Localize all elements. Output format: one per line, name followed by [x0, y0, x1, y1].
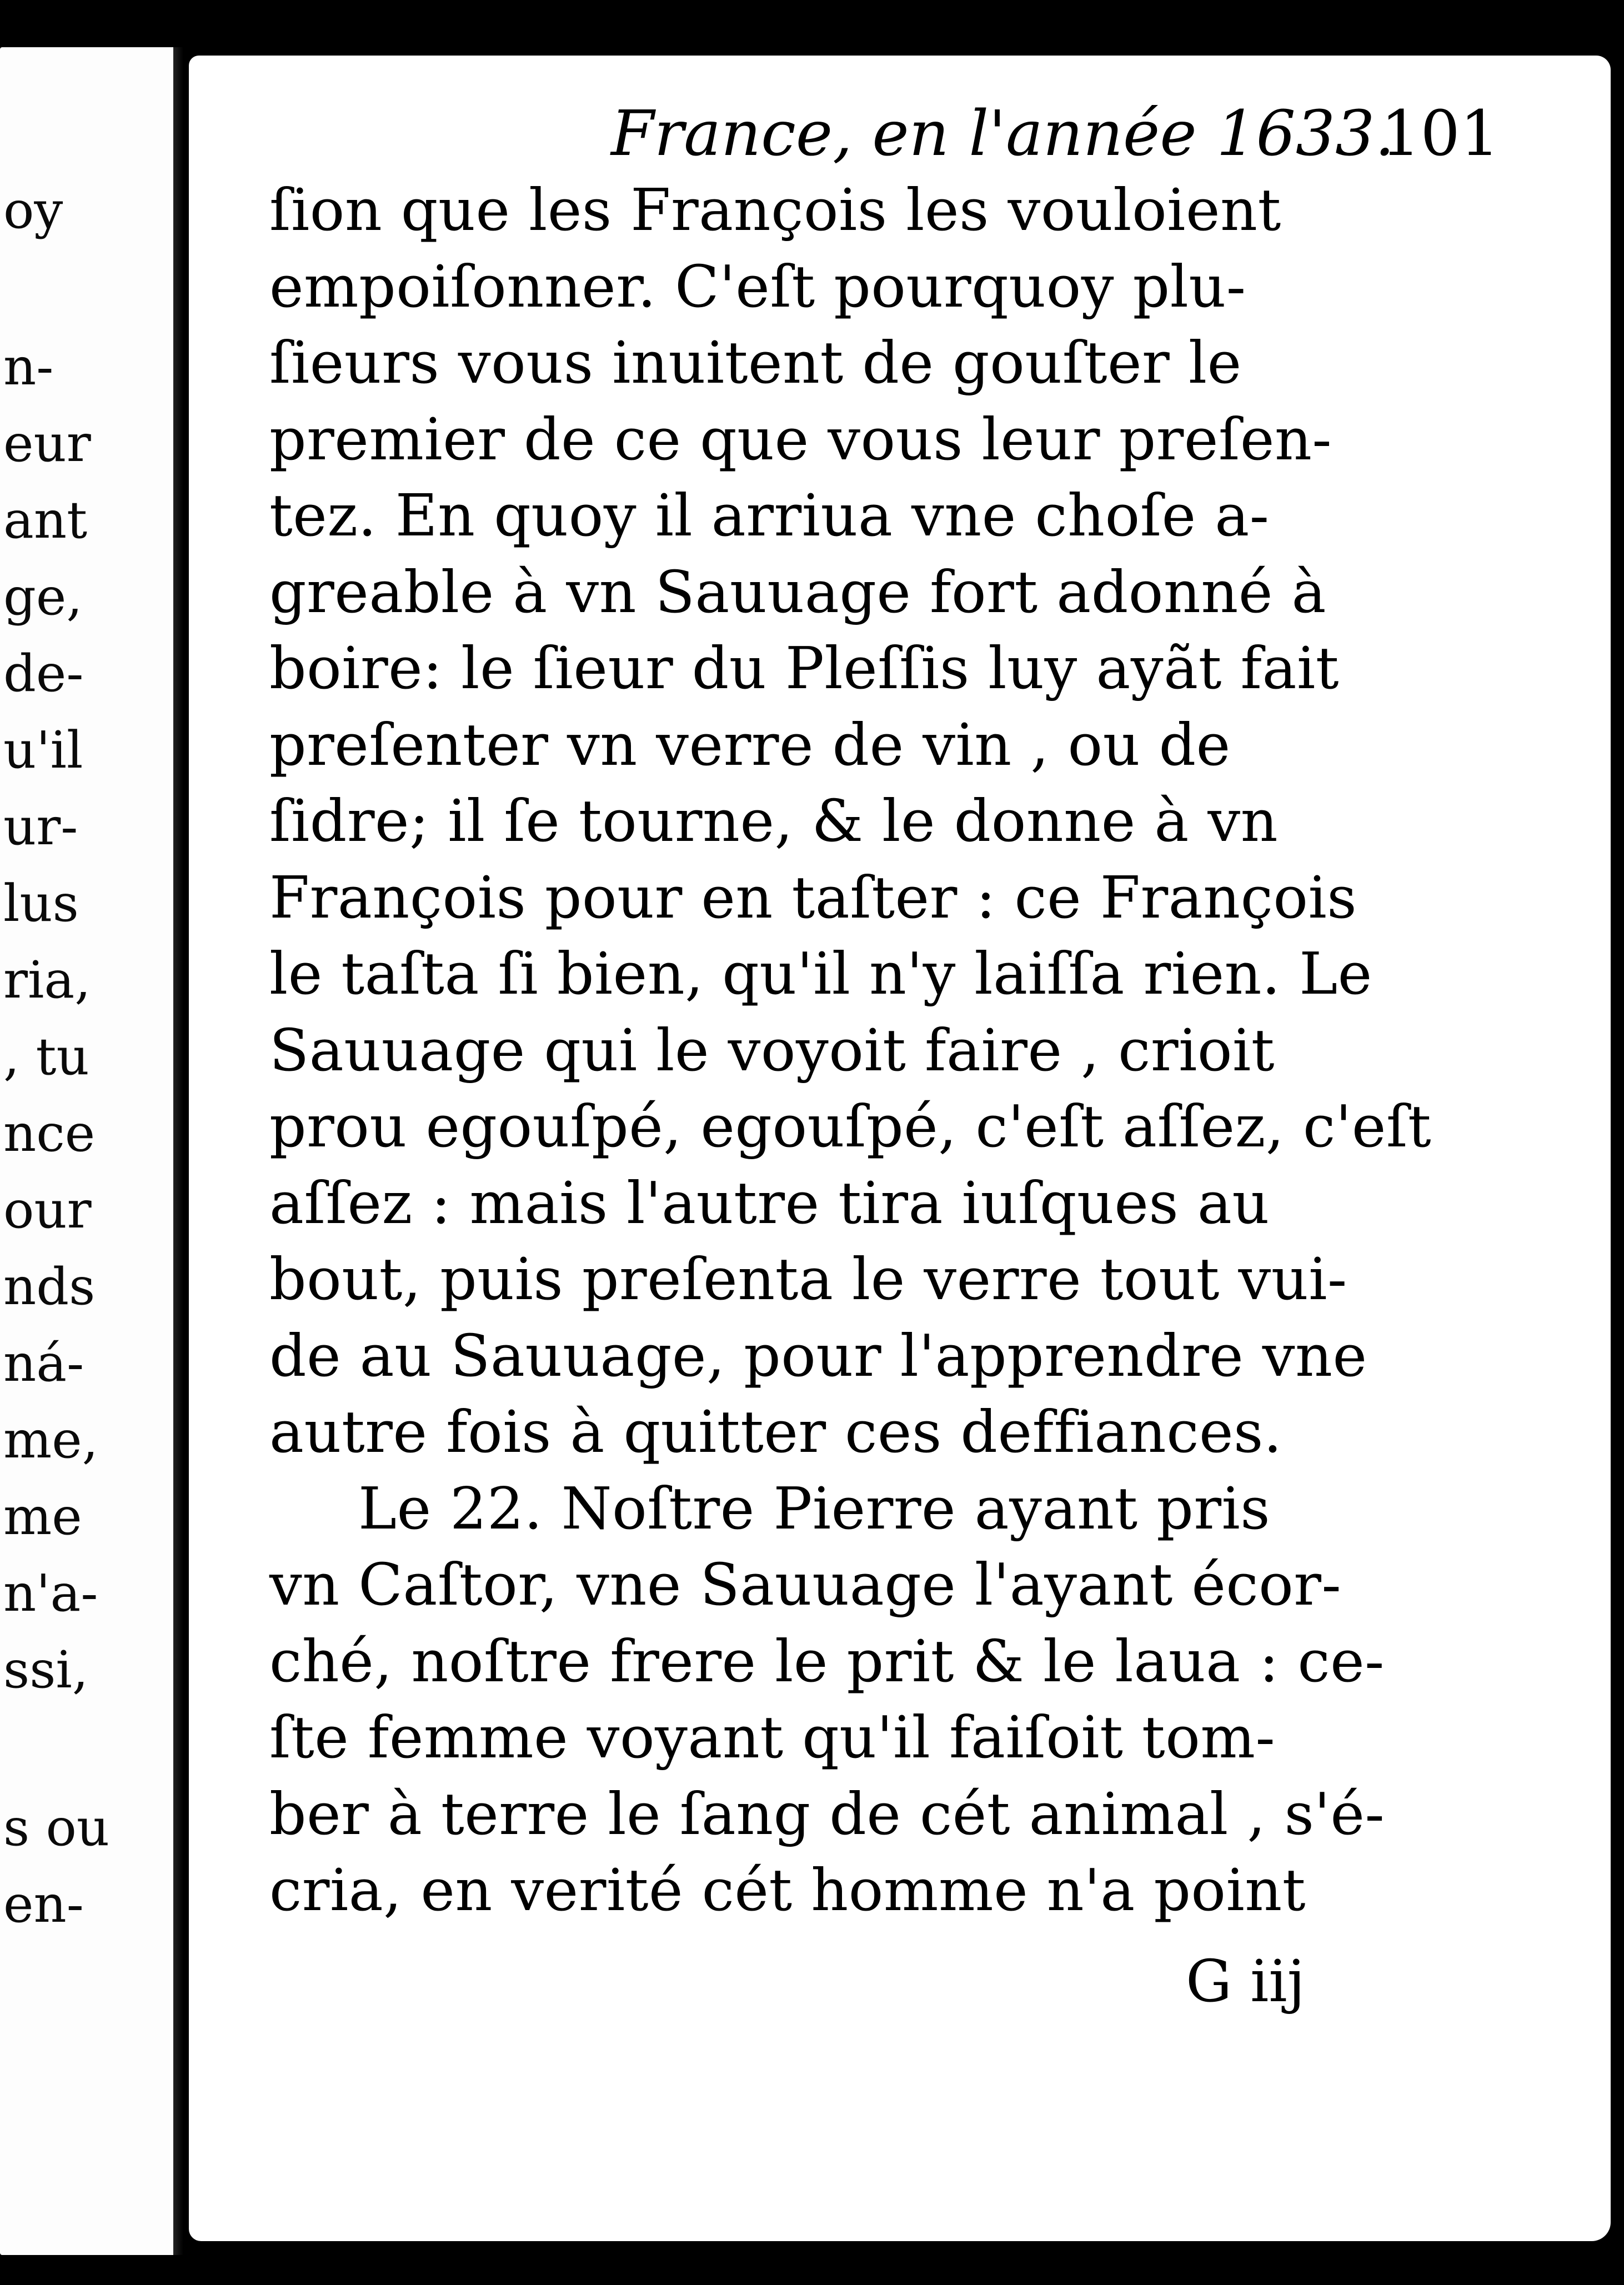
margin-fragment: s ou: [3, 1798, 110, 1857]
text-line: preſenter vn verre de vin , ou de: [269, 710, 1231, 779]
book-page: [189, 56, 1611, 2241]
text-line: premier de ce que vous leur preſen-: [269, 405, 1332, 473]
text-line: ché, noſtre frere le prit & le laua : ce-: [269, 1627, 1385, 1695]
text-line: prou egouſpé, egouſpé, c'eſt aſſez, c'eſt: [269, 1093, 1432, 1160]
page-number: 101: [1381, 98, 1500, 170]
margin-fragment: me,: [3, 1410, 98, 1470]
text-line: tez. En quoy il arriua vne choſe a-: [269, 482, 1270, 549]
margin-fragment: ná-: [3, 1334, 84, 1393]
text-line: ſte femme voyant qu'il faiſoit tom-: [269, 1703, 1276, 1771]
facing-page-fragment: [0, 47, 173, 2255]
margin-fragment: de-: [3, 644, 84, 703]
text-line: ber à terre le ſang de cét animal , s'é-: [269, 1780, 1385, 1848]
page-header: [422, 100, 1500, 172]
margin-fragment: our: [3, 1180, 92, 1240]
text-line: empoiſonner. C'eſt pourquoy plu-: [269, 252, 1246, 320]
running-title: France, en l'année 1633.: [611, 98, 1395, 170]
text-line: autre fois à quitter ces deffiances.: [269, 1398, 1282, 1466]
margin-fragment: ant: [3, 490, 88, 550]
margin-fragment: nds: [3, 1257, 96, 1316]
margin-fragment: u'il: [3, 720, 83, 780]
margin-fragment: en-: [3, 1875, 84, 1934]
text-line: Sauuage qui le voyoit faire , crioit: [269, 1016, 1275, 1084]
text-line: ſion que les François les vouloient: [269, 176, 1281, 244]
body-text: [269, 172, 1432, 1929]
margin-fragment: n'a-: [3, 1564, 98, 1623]
margin-fragment: nce: [3, 1104, 96, 1163]
text-line: ſidre; il ſe tourne, & le donne à vn: [269, 787, 1279, 855]
margin-fragment: me: [3, 1487, 82, 1546]
text-line: ſieurs vous inuitent de gouſter le: [269, 329, 1242, 397]
margin-fragment: ria,: [3, 950, 91, 1010]
margin-fragment: , tu: [3, 1027, 89, 1086]
text-line: boire: le ſieur du Pleſſis luy ayãt fait: [269, 634, 1340, 702]
margin-fragment: eur: [3, 414, 91, 473]
margin-fragment: ur-: [3, 797, 78, 856]
book-gutter: [173, 47, 183, 2255]
text-line: bout, puis preſenta le verre tout vui-: [269, 1245, 1347, 1313]
text-line: cria, en verité cét homme n'a point: [269, 1856, 1306, 1924]
text-line: de au Sauuage, pour l'apprendre vne: [269, 1321, 1367, 1390]
text-line: le taſta ſi bien, qu'il n'y laiſſa rien. Le: [269, 940, 1372, 1008]
margin-fragment: oy: [3, 181, 63, 240]
text-line: vn Caſtor, vne Sauuage l'ayant écor-: [269, 1551, 1342, 1618]
paragraph-start-line: Le 22. Noſtre Pierre ayant pris: [358, 1474, 1271, 1542]
text-line: greable à vn Sauuage fort adonné à: [269, 558, 1326, 626]
margin-fragment: ssi,: [3, 1640, 89, 1700]
margin-fragment: lus: [3, 874, 79, 933]
text-line: aſſez : mais l'autre tira iuſques au: [269, 1169, 1270, 1237]
margin-fragment: ge,: [3, 567, 83, 627]
margin-fragment: n-: [3, 337, 54, 397]
signature-mark: G iij: [1186, 1947, 1305, 2015]
text-line: François pour en taſter : ce François: [269, 863, 1357, 931]
